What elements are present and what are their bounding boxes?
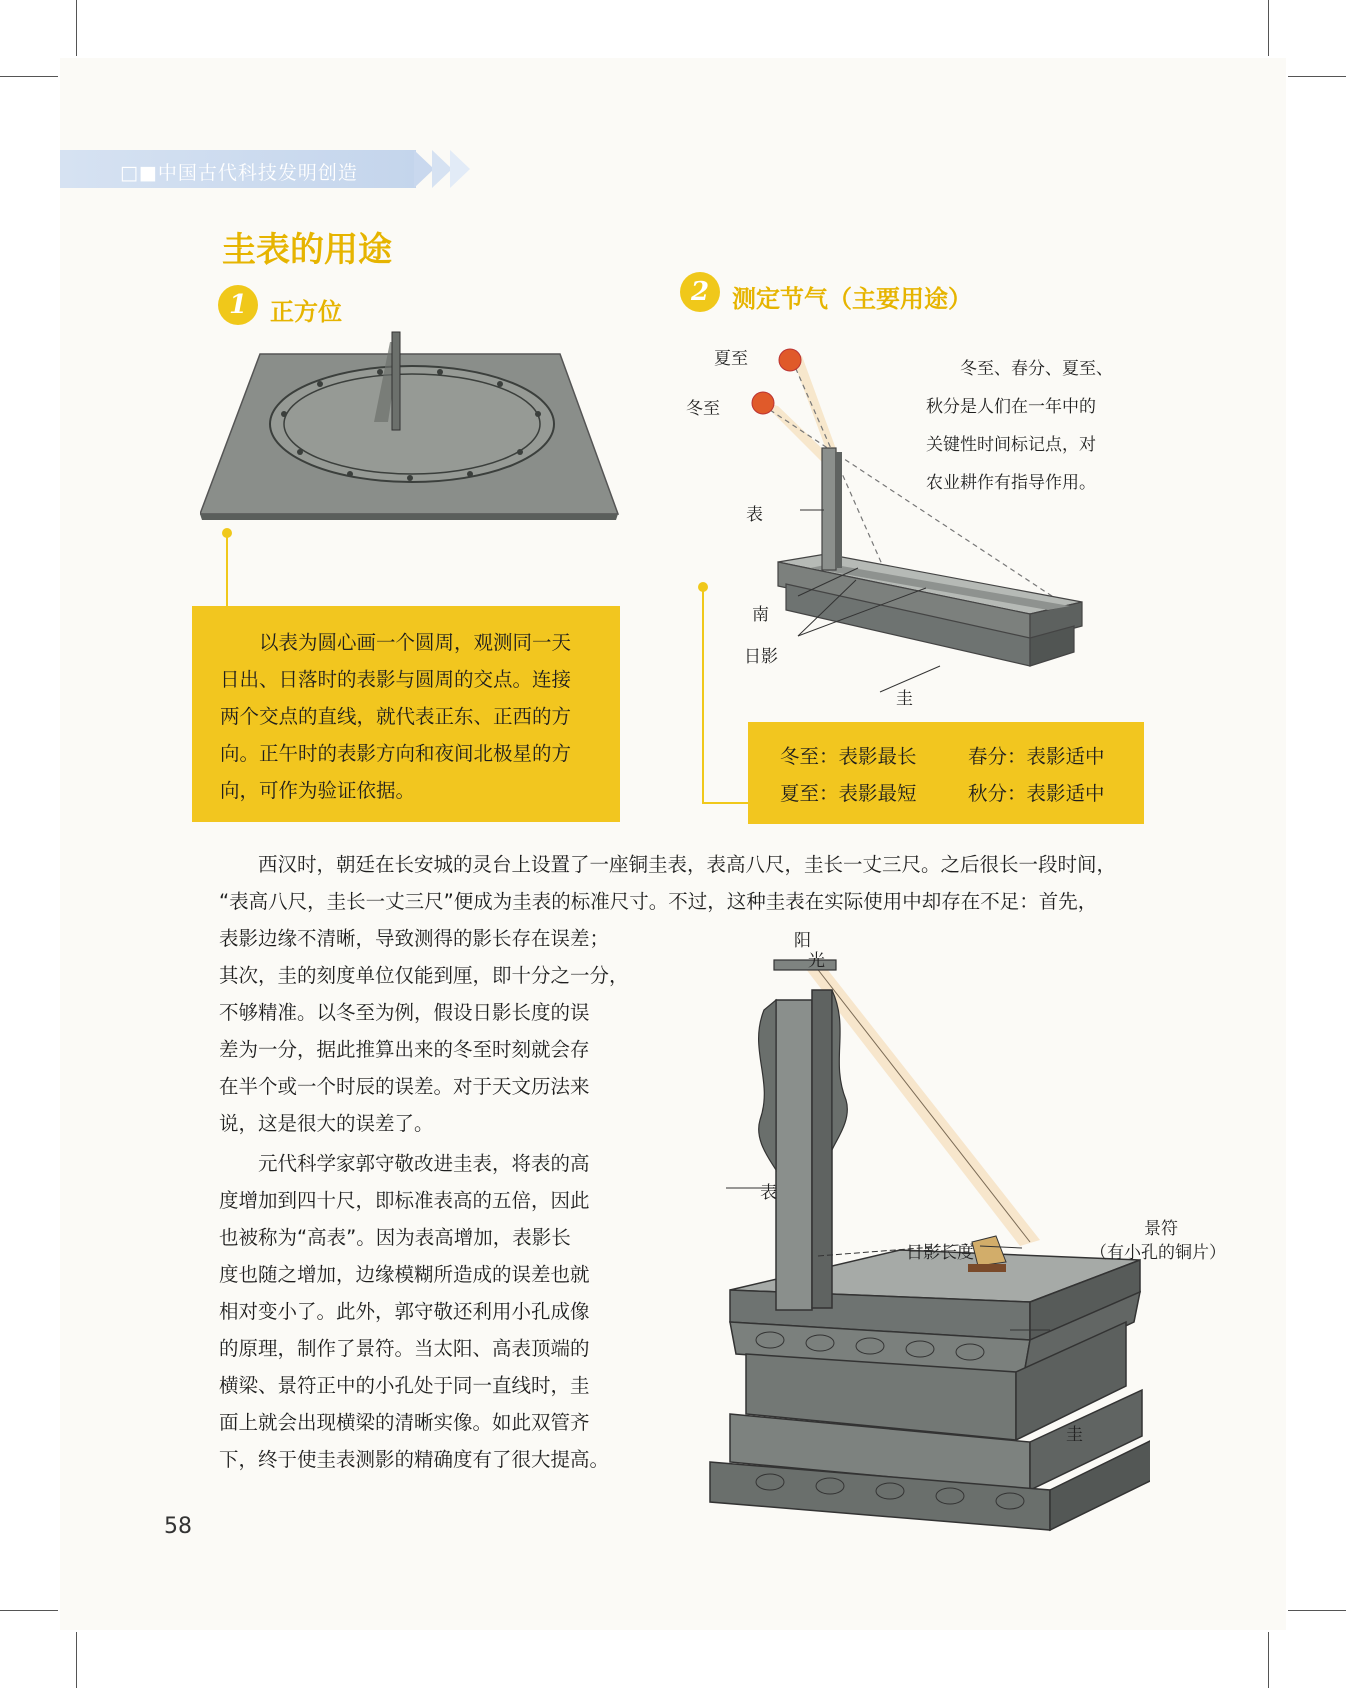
table-row [780, 773, 1105, 810]
body-line: 度也随之增加，边缘模糊所造成的误差也就 [219, 1263, 590, 1286]
crop-mark [76, 0, 77, 56]
summer-solstice-label: 夏至 [714, 349, 748, 369]
box1-line: 向，可作为验证依据。 [220, 779, 416, 802]
crop-mark [1268, 0, 1269, 56]
leader-line [702, 802, 748, 804]
solstice-shadow-box [748, 722, 1144, 824]
part2-title: 测定节气（主要用途） [732, 284, 972, 313]
body-line: 也被称为“高表”。因为表高增加，表影长 [219, 1226, 571, 1249]
box1-line: 以表为圆心画一个圆周，观测同一天 [259, 631, 572, 654]
note-line: 关键性时间标记点，对 [926, 435, 1096, 455]
crop-mark [0, 1610, 58, 1611]
solstice-shadow-table [780, 736, 1105, 810]
table-row [780, 736, 1105, 773]
body-line: 元代科学家郭守敬改进圭表，将表的高 [258, 1152, 590, 1175]
sunlight-label-1: 阳 [794, 931, 811, 951]
part1-number-badge: 1 [218, 285, 258, 325]
page-number: 58 [164, 1514, 192, 1539]
body-line: 的原理，制作了景符。当太阳、高表顶端的 [219, 1337, 590, 1360]
body-line: 度增加到四十尺，即标准表高的五倍，因此 [219, 1189, 590, 1212]
box1-line: 两个交点的直线，就代表正东、正西的方 [220, 705, 572, 728]
body-paragraph-2 [219, 1145, 639, 1478]
table-cell: 冬至：表影最长 [780, 744, 917, 768]
solstice-note [926, 350, 1176, 502]
leader-line [702, 588, 704, 804]
crop-mark [0, 76, 58, 77]
sunlight-label-2: 光 [808, 951, 825, 971]
jingfu-desc-label: （有小孔的铜片） [1090, 1243, 1226, 1263]
jingfu-label: 景符 [1144, 1219, 1178, 1239]
body-line: 面上就会出现横梁的清晰实像。如此双管齐 [219, 1411, 590, 1434]
body-line: 横梁、景符正中的小孔处于同一直线时，圭 [219, 1374, 590, 1397]
high-gui-label: 圭 [1066, 1425, 1083, 1445]
shadow-label: 日影 [744, 647, 778, 667]
crop-mark [1288, 76, 1346, 77]
body-line: 西汉时，朝廷在长安城的灵台上设置了一座铜圭表，表高八尺，圭长一丈三尺。之后很长一段时间， [258, 853, 1117, 876]
crop-mark [76, 1632, 77, 1688]
leader-line [226, 534, 228, 606]
body-line: 说，这是很大的误差了。 [219, 1112, 434, 1135]
chevron-icon [432, 150, 452, 188]
body-line: “表高八尺，圭长一丈三尺”便成为圭表的标准尺寸。不过，这种圭表在实际使用中却存在不足：首先， [219, 890, 1098, 913]
part2-number-badge: 2 [680, 272, 720, 312]
gnomon-plate-illustration [200, 330, 620, 520]
table-cell: 夏至：表影最短 [780, 781, 917, 805]
body-line: 下，终于使圭表测影的精确度有了很大提高。 [219, 1448, 610, 1471]
table-cell: 春分：表影适中 [968, 744, 1105, 768]
high-biao-label: 表 [760, 1183, 777, 1203]
winter-solstice-label: 冬至 [686, 399, 720, 419]
box1-line: 日出、日落时的表影与圆周的交点。连接 [220, 668, 572, 691]
body-line: 表影边缘不清晰，导致测得的影长存在误差； [219, 927, 610, 950]
chevron-icon [414, 150, 434, 188]
body-line: 不够精准。以冬至为例，假设日影长度的误 [219, 1001, 590, 1024]
body-paragraph-1 [219, 920, 639, 1142]
body-line: 相对变小了。此外，郭守敬还利用小孔成像 [219, 1300, 590, 1323]
note-line: 农业耕作有指导作用。 [926, 473, 1096, 493]
crop-mark [1268, 1632, 1269, 1688]
part1-title: 正方位 [270, 297, 342, 326]
shadow-length-label: 日影长度 [906, 1243, 974, 1263]
body-line: 差为一分，据此推算出来的冬至时刻就会存 [219, 1038, 590, 1061]
table-cell: 秋分：表影适中 [968, 781, 1105, 805]
gui-label: 圭 [896, 689, 913, 709]
body-line: 在半个或一个时辰的误差。对于天文历法来 [219, 1075, 590, 1098]
body-line: 其次，圭的刻度单位仅能到厘，即十分之一分， [219, 964, 629, 987]
biao-label: 表 [746, 505, 763, 525]
header-band-text: □■中国古代科技发明创造 [120, 162, 358, 184]
chevron-icon [450, 150, 470, 188]
note-line: 冬至、春分、夏至、 [960, 359, 1113, 379]
south-label: 南 [752, 605, 769, 625]
section-title: 圭表的用途 [222, 230, 392, 270]
part1-description-box [192, 606, 620, 822]
box1-line: 向。正午时的表影方向和夜间北极星的方 [220, 742, 572, 765]
crop-mark [1288, 1610, 1346, 1611]
note-line: 秋分是人们在一年中的 [926, 397, 1096, 417]
